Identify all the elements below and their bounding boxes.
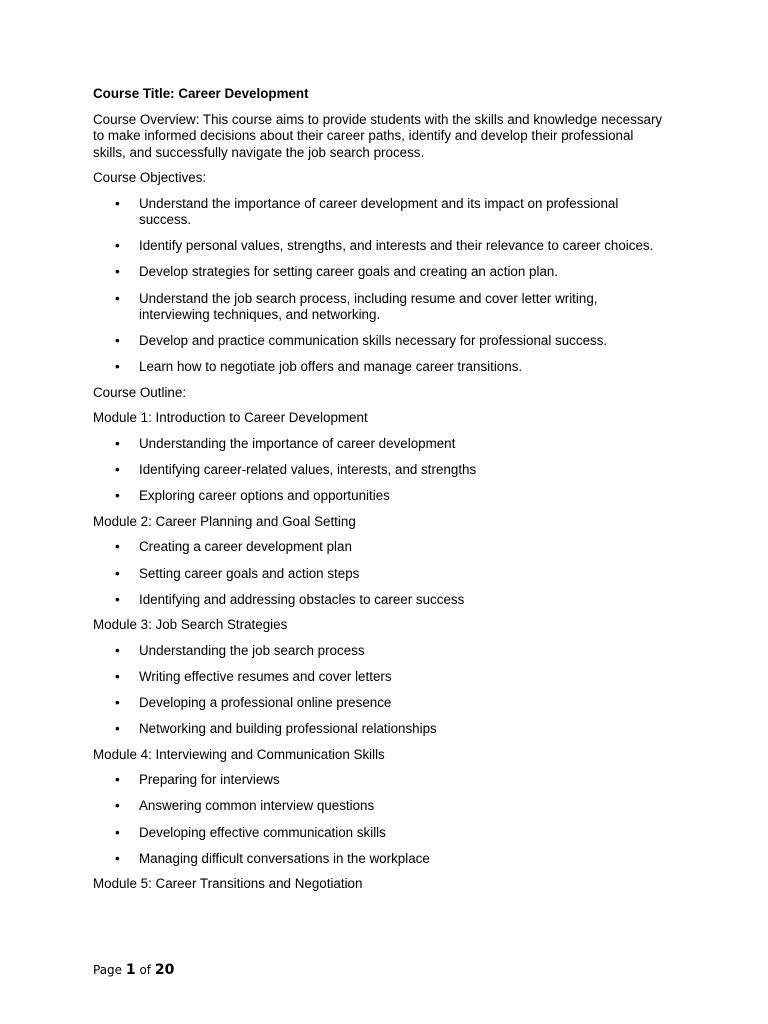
objective-text: Develop and practice communication skills necessary for professional success.: [139, 333, 608, 349]
bullet-icon: •: [115, 695, 120, 711]
bullet-icon: •: [115, 264, 120, 280]
module-item-text: Identifying and addressing obstacles to career success: [139, 591, 465, 607]
list-item: [93, 264, 668, 281]
list-item: [93, 539, 668, 556]
list-item: [93, 669, 668, 686]
module-item-text: Identifying career-related values, interests, and strengths: [139, 462, 477, 478]
bullet-icon: •: [115, 195, 120, 211]
module-item-text: Creating a career development plan: [139, 539, 352, 555]
module-list: [93, 772, 668, 867]
outline-heading: Course Outline:: [93, 384, 187, 400]
objective-text: Understand the job search process, including resume and cover letter writing, interviewing techniques, and networking.: [139, 290, 598, 323]
bullet-icon: •: [115, 668, 120, 684]
list-item: [93, 825, 668, 842]
bullet-icon: •: [115, 721, 120, 737]
document-body: [93, 86, 668, 902]
bullet-icon: •: [115, 565, 120, 581]
objective-text: Develop strategies for setting career goals and creating an action plan.: [139, 264, 559, 280]
objectives-list: [93, 196, 668, 376]
bullet-icon: •: [115, 539, 120, 555]
bullet-icon: •: [115, 772, 120, 788]
module-heading: Module 2: Career Planning and Goal Setting: [93, 513, 356, 529]
list-item: [93, 721, 668, 738]
bullet-icon: •: [115, 850, 120, 866]
module-item-text: Preparing for interviews: [139, 772, 280, 788]
objective-text: Identify personal values, strengths, and interests and their relevance to career choices.: [139, 238, 654, 254]
module-item-text: Managing difficult conversations in the workplace: [139, 850, 430, 866]
list-item: [93, 851, 668, 868]
objectives-heading: Course Objectives:: [93, 170, 207, 185]
total-pages-number: 20: [154, 962, 175, 978]
list-item: [93, 798, 668, 815]
objective-text: Learn how to negotiate job offers and manage career transitions.: [139, 359, 523, 375]
module-item-text: Writing effective resumes and cover letters: [139, 668, 392, 684]
list-item: [93, 643, 668, 660]
bullet-icon: •: [115, 435, 120, 451]
objective-text: Understand the importance of career development and its impact on professional success.: [139, 195, 619, 227]
list-item: [93, 592, 668, 609]
module-heading: Module 3: Job Search Strategies: [93, 617, 288, 633]
list-item: [93, 462, 668, 479]
bullet-icon: •: [115, 290, 120, 306]
module-heading: Module 5: Career Transitions and Negotiation: [93, 876, 363, 892]
list-item: [93, 695, 668, 712]
list-item: [93, 772, 668, 789]
course-title: Course Title: Career Development: [93, 86, 309, 101]
module-item-text: Developing effective communication skills: [139, 824, 386, 840]
bullet-icon: •: [115, 488, 120, 504]
module-item-text: Understanding the importance of career development: [139, 435, 456, 451]
module-item-text: Networking and building professional relationships: [139, 721, 437, 737]
module-item-text: Answering common interview questions: [139, 798, 375, 814]
list-item: [93, 196, 668, 229]
list-item: [93, 359, 668, 376]
module-item-text: Exploring career options and opportunities: [139, 488, 390, 504]
course-overview: Course Overview: This course aims to provide students with the skills and knowledge necessary to make informed decisions about their career paths, identify and develop their professional skills, and successfully navigate the job search process.: [93, 111, 663, 160]
list-item: [93, 238, 668, 255]
bullet-icon: •: [115, 238, 120, 254]
bullet-icon: •: [115, 798, 120, 814]
module-item-text: Developing a professional online presence: [139, 695, 392, 711]
list-item: [93, 566, 668, 583]
bullet-icon: •: [115, 333, 120, 349]
page-word: Page: [93, 963, 123, 977]
page-footer: [93, 961, 174, 979]
module-item-text: Setting career goals and action steps: [139, 565, 360, 581]
bullet-icon: •: [115, 462, 120, 478]
list-item: [93, 291, 668, 324]
current-page-number: 1: [125, 962, 136, 978]
module-list: [93, 643, 668, 738]
module-list: [93, 539, 668, 608]
module-heading: Module 4: Interviewing and Communication Skills: [93, 746, 385, 762]
list-item: [93, 488, 668, 505]
bullet-icon: •: [115, 591, 120, 607]
of-word: of: [139, 963, 152, 977]
bullet-icon: •: [115, 824, 120, 840]
bullet-icon: •: [115, 642, 120, 658]
module-item-text: Understanding the job search process: [139, 642, 365, 658]
list-item: [93, 436, 668, 453]
module-heading: Module 1: Introduction to Career Development: [93, 410, 368, 426]
bullet-icon: •: [115, 359, 120, 375]
list-item: [93, 333, 668, 350]
module-list: [93, 436, 668, 505]
